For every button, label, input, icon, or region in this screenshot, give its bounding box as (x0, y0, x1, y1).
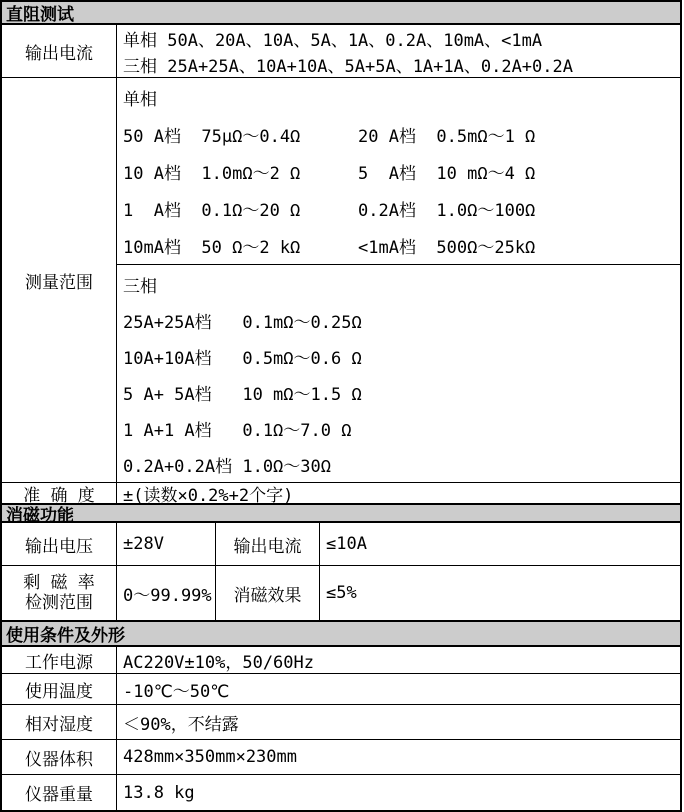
single-phase-line (123, 116, 680, 153)
range-entry: 1 A档 0.1Ω～20 Ω (123, 201, 301, 221)
value-demag-output-current: ≤10A (326, 534, 367, 554)
row-instrument-volume (2, 740, 680, 775)
measure-range-single-phase (117, 78, 680, 265)
single-phase-line (123, 227, 680, 264)
three-phase-line: 1 A+1 A档 0.1Ω～7.0 Ω (123, 420, 352, 441)
row-relative-humidity (2, 705, 680, 740)
label-demag-output-voltage: 输出电压 (2, 523, 117, 565)
section-header-conditions (2, 622, 680, 647)
value-accuracy: ±(读数×0.2%+2个字) (123, 485, 294, 506)
value-operating-temperature: -10℃～50℃ (123, 681, 230, 702)
measure-range-three-phase (117, 265, 680, 482)
label-remanence-line1: 剩 磁 率 (23, 573, 95, 593)
range-entry: 5 A档 10 mΩ～4 Ω (358, 164, 536, 184)
section-title-dc-test: 直阻测试 (6, 5, 74, 25)
single-phase-title: 单相 (123, 90, 157, 110)
value-instrument-weight: 13.8 kg (123, 782, 195, 803)
output-current-single-phase: 单相 50A、20A、10A、5A、1A、0.2A、10mA、<1mA (123, 30, 543, 51)
label-accuracy: 准 确 度 (2, 483, 117, 503)
row-power-supply (2, 647, 680, 674)
value-remanence-range: 0～99.99% (117, 566, 216, 620)
three-phase-line: 25A+25A档 0.1mΩ～0.25Ω (123, 312, 362, 333)
section-header-dc-test (2, 2, 680, 25)
range-entry: 10 A档 1.0mΩ～2 Ω (123, 164, 301, 184)
row-accuracy (2, 483, 680, 505)
value-demag-output-voltage: ±28V (117, 523, 216, 565)
range-entry: <1mA档 500Ω～25kΩ (358, 238, 536, 258)
label-demag-effect: 消磁效果 (216, 566, 320, 620)
label-power-supply: 工作电源 (2, 647, 117, 673)
row-measure-range (2, 78, 680, 483)
three-phase-line: 0.2A+0.2A档 1.0Ω～30Ω (123, 456, 331, 477)
row-instrument-weight (2, 775, 680, 810)
range-entry: 10mA档 50 Ω～2 kΩ (123, 238, 301, 258)
single-phase-line (123, 153, 680, 190)
value-power-supply: AC220V±10%，50/60Hz (123, 652, 314, 673)
row-demag-voltage-current (2, 523, 680, 566)
label-demag-output-current: 输出电流 (216, 523, 320, 565)
range-entry: 50 A档 75μΩ～0.4Ω (123, 127, 301, 147)
label-instrument-volume: 仪器体积 (2, 740, 117, 774)
section-title-demagnetization: 消磁功能 (6, 505, 74, 526)
measure-range-content (117, 78, 680, 482)
three-phase-line: 5 A+ 5A档 10 mΩ～1.5 Ω (123, 384, 362, 405)
label-measure-range: 测量范围 (2, 78, 117, 482)
section-header-demagnetization (2, 505, 680, 526)
output-current-three-phase: 三相 25A+25A、10A+10A、5A+5A、1A+1A、0.2A+0.2A (123, 56, 573, 77)
value-demag-effect: ≤5% (326, 583, 357, 603)
section-title-conditions: 使用条件及外形 (6, 626, 125, 646)
three-phase-line: 10A+10A档 0.5mΩ～0.6 Ω (123, 348, 362, 369)
row-remanence-effect (2, 566, 680, 622)
value-relative-humidity: ＜90%，不结露 (123, 714, 239, 735)
label-relative-humidity: 相对湿度 (2, 705, 117, 739)
row-output-current (2, 25, 680, 78)
range-entry: 0.2A档 1.0Ω～100Ω (358, 201, 536, 221)
single-phase-line (123, 190, 680, 227)
row-operating-temperature (2, 674, 680, 705)
label-output-current: 输出电流 (2, 25, 117, 77)
label-instrument-weight: 仪器重量 (2, 775, 117, 810)
range-entry: 20 A档 0.5mΩ～1 Ω (358, 127, 536, 147)
three-phase-title: 三相 (123, 276, 157, 297)
value-output-current (117, 25, 680, 77)
label-remanence-line2: 检测范围 (25, 593, 93, 613)
value-instrument-volume: 428mm×350mm×230mm (123, 747, 297, 767)
label-operating-temperature: 使用温度 (2, 674, 117, 704)
label-remanence-range (2, 566, 117, 620)
